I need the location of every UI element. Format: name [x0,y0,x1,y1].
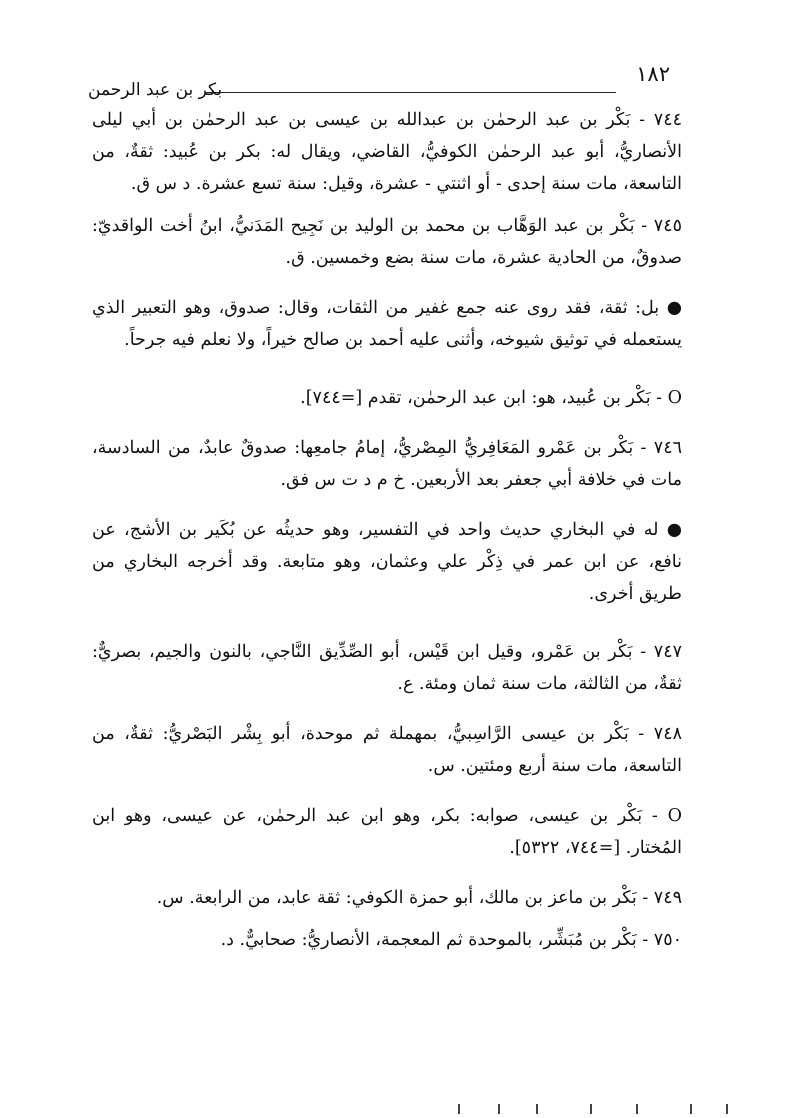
entry-746: ٧٤٦ - بَكْر بن عَمْرو المَعَافِريُّ المِصْريُّ، إمامُ جامعِها: صدوقٌ عابدٌ، من السادسة، مات في خلافة أبي جعفر بعد الأربعين. خ م د ت س فق. [92,438,682,490]
entry-748: ٧٤٨ - بَكْر بن عيسى الرَّاسِبيُّ، بمهملة ثم موحدة، أبو بِشْر البَصْريُّ: ثقةٌ، من التاسعة، مات سنة أربع ومئتين. س. [92,724,682,776]
entry-750: ٧٥٠ - بَكْر بن مُبَشِّر، بالموحدة ثم المعجمة، الأنصاريُّ: صحابيٌّ. د. [220,930,682,950]
header-rule [206,92,616,93]
cross-reference-bakr-ubaid: O - بَكْر بن عُبيد، هو: ابن عبد الرحمٰن، تقدم [=٧٤٤]. [300,388,682,408]
annotation-746: ● له في البخاري حديث واحد في التفسير، وهو حديثُه عن بُكَير بن الأشج، عن نافع، عن ابن عمر في ذِكْر علي وعثمان، وهو متابعة. وقد أخرجه البخاري من طريق أخرى. [92,520,682,604]
cross-reference-bakr-isa: O - بَكْر بن عيسى، صوابه: بكر، وهو ابن عبد الرحمٰن، عن عيسى، وهو ابن المُختار. [=٧٤٤، ٥٣٢٢]. [92,806,682,858]
entry-747: ٧٤٧ - بَكْر بن عَمْرو، وقيل ابن قَيْس، أبو الصِّدِّيق النَّاجي، بالنون والجيم، بصريٌّ: ثقةٌ، من الثالثة، مات سنة ثمان ومئة. ع. [92,642,682,694]
running-title: بكر بن عبد الرحمن [88,80,223,100]
entry-749: ٧٤٩ - بَكْر بن ماعز بن مالك، أبو حمزة الكوفي: ثقة عابد، من الرابعة. س. [156,888,682,908]
scan-edge-marks [440,1102,740,1114]
entry-744: ٧٤٤ - بَكْر بن عبد الرحمٰن بن عبدالله بن عيسى بن عبد الرحمٰن بن أبي ليلى الأنصاريُّ، أبو عبد الرحمٰن الكوفيُّ، القاضي، ويقال له: بكر بن عُبيد: ثقةٌ، من التاسعة، مات سنة إحدى - أو اثنتي - عشرة، وقيل: سنة تسع عشرة. د س ق. [92,110,682,194]
page-header [88,58,670,108]
entry-745: ٧٤٥ - بَكْر بن عبد الوَهَّاب بن محمد بن الوليد بن نَجِيح المَدَنيُّ، ابنُ أخت الواقديّ: صدوقٌ، من الحادية عشرة، مات سنة بضع وخمسين. ق. [92,216,682,268]
page-body [92,104,682,956]
page-number: ١٨٢ [636,62,670,86]
annotation-745: ● بل: ثقة، فقد روى عنه جمع غفير من الثقات، وقال: صدوق، وهو التعبير الذي يستعمله في توثيق شيوخه، وأثنى عليه أحمد بن صالح خيراً، ولا نعلم فيه جرحاً. [92,298,682,350]
